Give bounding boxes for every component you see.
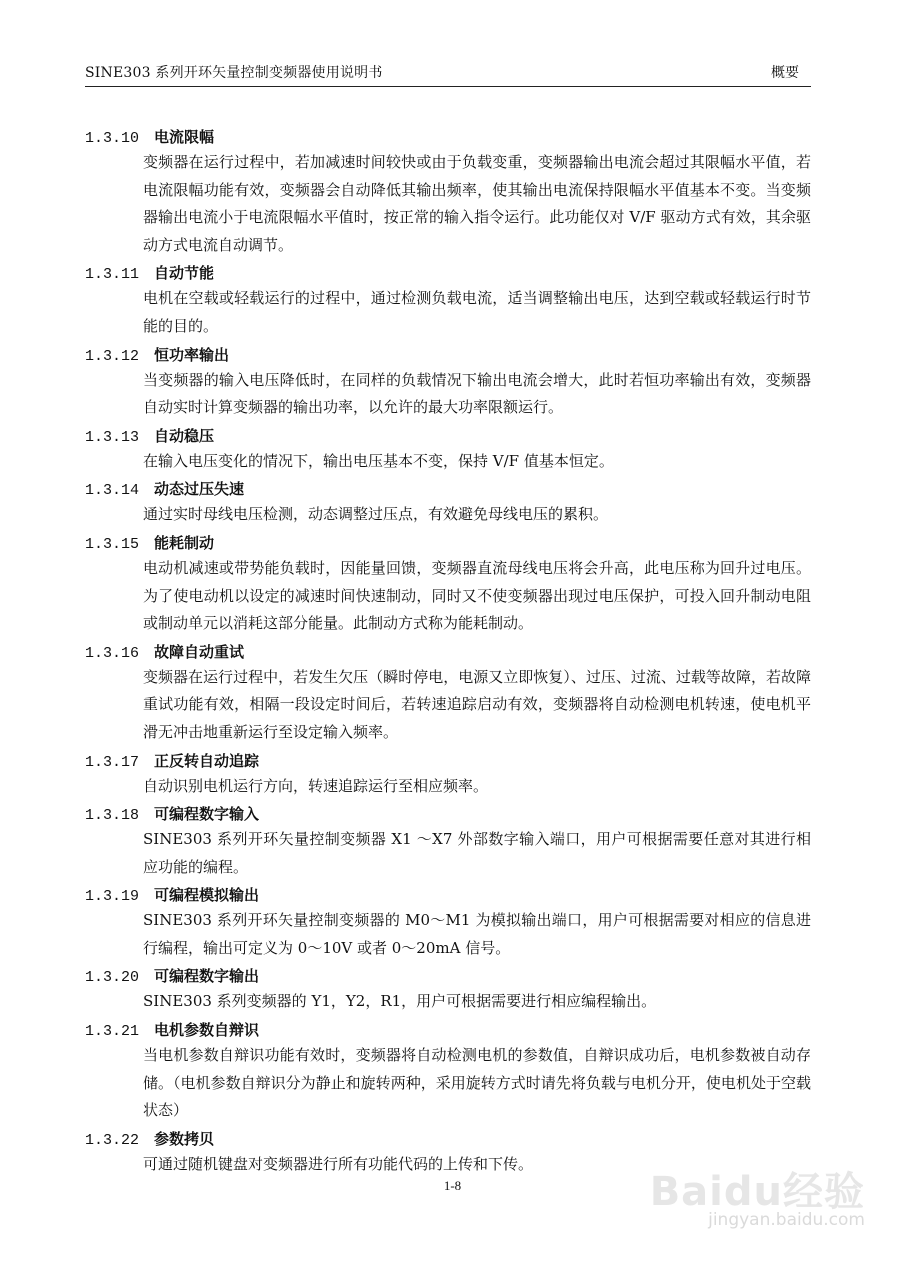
section-1-3-10	[85, 126, 811, 259]
section-body: SINE303 系列开环矢量控制变频器的 M0～M1 为模拟输出端口，用户可根据需要对相应的信息进行编程，输出可定义为 0～10V 或者 0～20mA 信号。	[143, 911, 811, 957]
section-body: 电机在空载或轻载运行的过程中，通过检测负载电流，适当调整输出电压，达到空载或轻载运行时节能的目的。	[143, 289, 811, 335]
baidu-watermark	[635, 1160, 865, 1240]
section-heading	[85, 425, 811, 448]
section-title: 故障自动重试	[154, 642, 245, 661]
section-body: 可通过随机键盘对变频器进行所有功能代码的上传和下传。	[143, 1154, 534, 1173]
section-body: 变频器在运行过程中，若发生欠压（瞬时停电，电源又立即恢复）、过压、过流、过载等故障，若故障重试功能有效，相隔一段设定时间后，若转速追踪启动有效，变频器将自动检测电机转速，使电机平滑无冲击地重新运行至设定输入频率。	[143, 667, 811, 741]
section-heading	[85, 750, 811, 773]
section-1-3-18	[85, 803, 811, 881]
main-content	[85, 126, 811, 1181]
document-title: SINE303 系列开环矢量控制变频器使用说明书	[85, 65, 383, 81]
section-title: 可编程模拟输出	[154, 886, 260, 905]
watermark-logo: Baidu经验	[649, 1169, 865, 1215]
section-title: 可编程数字输入	[154, 805, 260, 824]
section-title: 能耗制动	[154, 533, 215, 552]
section-title: 电流限幅	[154, 128, 215, 146]
header-divider	[85, 86, 811, 87]
section-body: 当变频器的输入电压降低时，在同样的负载情况下输出电流会增大，此时若恒功率输出有效，变频器自动实时计算变频器的输出功率，以允许的最大功率限额运行。	[143, 370, 811, 417]
section-heading	[85, 532, 811, 555]
section-number: 1.3.22	[85, 1131, 140, 1149]
section-heading	[85, 965, 811, 988]
section-body: 当电机参数自辩识功能有效时，变频器将自动检测电机的参数值，自辩识成功后，电机参数被自动存储。（电机参数自辩识分为静止和旋转两种，采用旋转方式时请先将负载与电机分开，使电机处于空载状态）	[143, 1046, 811, 1120]
section-title: 动态过压失速	[154, 480, 245, 499]
page-header	[85, 62, 811, 84]
section-number: 1.3.10	[85, 130, 140, 147]
section-1-3-21	[85, 1019, 811, 1125]
section-1-3-20	[85, 965, 811, 1016]
section-number: 1.3.17	[85, 753, 140, 771]
section-body: 电动机减速或带势能负载时，因能量回馈，变频器直流母线电压将会升高，此电压称为回升过电压。为了使电动机以设定的减速时间快速制动，同时又不使变频器出现过电压保护，可投入回升制动电阻或制动单元以消耗这部分能量。此制动方式称为能耗制动。	[143, 558, 811, 633]
section-title: 可编程数字输出	[154, 967, 260, 986]
section-heading	[85, 803, 811, 826]
page-number: 1-8	[443, 1178, 462, 1193]
section-number: 1.3.12	[85, 347, 140, 365]
section-title: 正反转自动追踪	[154, 751, 260, 770]
section-title: 恒功率输出	[154, 345, 230, 364]
section-heading	[85, 884, 811, 907]
section-number: 1.3.19	[85, 888, 140, 906]
section-1-3-12	[85, 344, 811, 422]
section-number: 1.3.21	[85, 1023, 140, 1041]
section-heading	[85, 1019, 811, 1042]
section-number: 1.3.14	[85, 482, 140, 500]
section-1-3-11	[85, 262, 811, 340]
section-title: 电机参数自辩识	[154, 1021, 260, 1040]
section-1-3-15	[85, 532, 811, 638]
section-number: 1.3.20	[85, 969, 140, 987]
section-heading	[85, 1128, 811, 1151]
section-title: 自动节能	[154, 264, 215, 283]
section-number: 1.3.15	[85, 535, 140, 553]
section-title: 自动稳压	[154, 426, 215, 445]
section-heading	[85, 641, 811, 664]
section-body: 通过实时母线电压检测，动态调整过压点，有效避免母线电压的累积。	[143, 505, 609, 524]
section-number: 1.3.13	[85, 428, 140, 446]
section-body: SINE303 系列开环矢量控制变频器 X1 ～X7 外部数字输入端口，用户可根据需要任意对其进行相应功能的编程。	[143, 830, 811, 876]
section-body: SINE303 系列变频器的 Y1，Y2，R1，用户可根据需要进行相应编程输出。	[143, 992, 657, 1011]
section-body: 变频器在运行过程中，若加减速时间较快或由于负载变重，变频器输出电流会超过其限幅水平值，若电流限幅功能有效，变频器会自动降低其输出频率，使其输出电流保持限幅水平值基本不变。当变频器输出电流小于电流限幅水平值时，按正常的输入指令运行。此功能仅对 V/F 驱动方式有效，其余驱动方式电流自动调节。	[143, 153, 811, 254]
section-number: 1.3.18	[85, 807, 140, 825]
section-body: 自动识别电机运行方向，转速追踪运行至相应频率。	[143, 776, 489, 795]
section-heading	[85, 344, 811, 367]
section-heading	[85, 262, 811, 285]
section-heading	[85, 126, 811, 149]
section-body: 在输入电压变化的情况下，输出电压基本不变，保持 V/F 值基本恒定。	[143, 451, 614, 470]
chapter-label: 概要	[771, 65, 799, 81]
watermark-url: jingyan.baidu.com	[708, 1210, 865, 1230]
section-heading	[85, 478, 811, 501]
section-title: 参数拷贝	[154, 1129, 215, 1148]
section-1-3-14	[85, 478, 811, 529]
section-number: 1.3.16	[85, 644, 140, 662]
section-1-3-19	[85, 884, 811, 962]
section-1-3-17	[85, 750, 811, 801]
section-number: 1.3.11	[85, 266, 140, 284]
section-1-3-13	[85, 425, 811, 476]
section-1-3-16	[85, 641, 811, 747]
